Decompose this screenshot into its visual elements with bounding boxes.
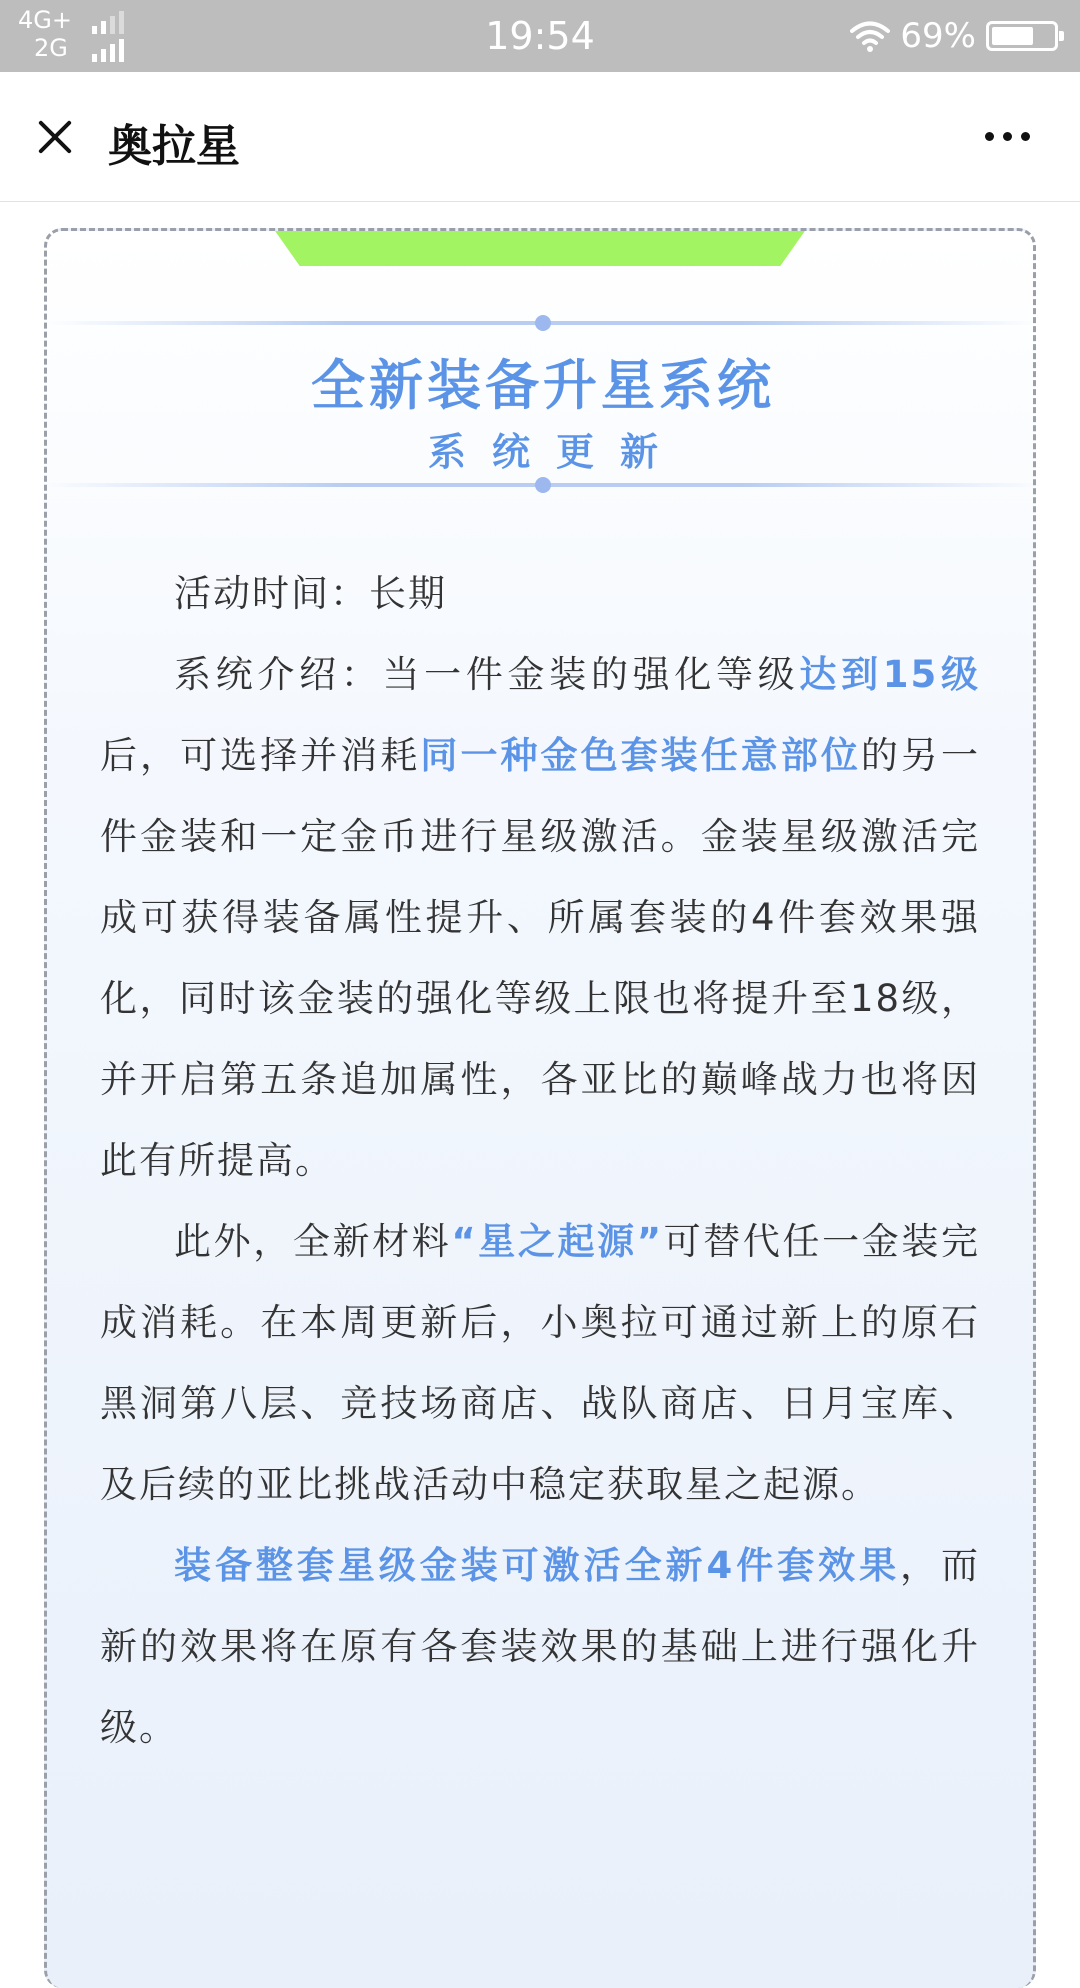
header-tab [273, 228, 807, 266]
divider-top-dot [535, 315, 551, 331]
article-card [44, 228, 1036, 1988]
divider-bottom-dot [535, 477, 551, 493]
text-segment: 此外，全新材料 [174, 1220, 452, 1263]
status-right [850, 16, 1058, 56]
article-content [100, 553, 980, 1768]
text-segment: 的另一件金装和一定金币进行星级激活。金装星级激活完成可获得装备属性提升、所属套装的4件套效果强化，同时该金装的强化等级上限也将提升至18级，并开启第五条追加属性，各亚比的巅峰战力也将因此有所提高。 [100, 734, 981, 1182]
network-label-1: 4G+ [18, 6, 72, 34]
paragraph-set-effect [100, 1525, 980, 1768]
highlight-segment: 同一种金色套装任意部位 [420, 734, 861, 777]
text-segment: 活动时间：长期 [174, 572, 447, 615]
close-icon[interactable] [30, 112, 80, 162]
paragraph-activity-time [100, 553, 980, 634]
page-title: 奥拉星 [108, 121, 240, 172]
more-options-icon[interactable] [985, 132, 1030, 141]
battery-icon [986, 21, 1058, 51]
battery-percent: 69% [900, 16, 976, 56]
clock: 19:54 [485, 14, 595, 58]
network-label-2: 2G [34, 34, 68, 62]
nav-bar [0, 72, 1080, 202]
text-segment: 系统介绍：当一件金装的强化等级 [174, 653, 800, 696]
wifi-icon [850, 20, 890, 52]
card-subtitle: 系统更新 [427, 430, 684, 474]
highlight-segment: 装备整套星级金装可激活全新4件套效果 [174, 1544, 901, 1587]
status-bar [0, 0, 1080, 72]
paragraph-new-material [100, 1201, 980, 1525]
text-segment: 可替代任一金装完成消耗。在本周更新后，小奥拉可通过新上的原石黑洞第八层、竞技场商店、战队商店、日月宝库、及后续的亚比挑战活动中稳定获取星之起源。 [100, 1220, 981, 1506]
highlight-segment: 达到15级 [799, 653, 980, 696]
paragraph-system-intro [100, 634, 980, 1201]
highlight-segment: “星之起源” [451, 1220, 664, 1263]
battery-fill [992, 27, 1033, 45]
text-segment: 后，可选择并消耗 [100, 734, 421, 777]
card-title: 全新装备升星系统 [311, 354, 775, 417]
text-segment: ，而新的效果将在原有各套装效果的基础上进行强化升级。 [100, 1544, 981, 1749]
